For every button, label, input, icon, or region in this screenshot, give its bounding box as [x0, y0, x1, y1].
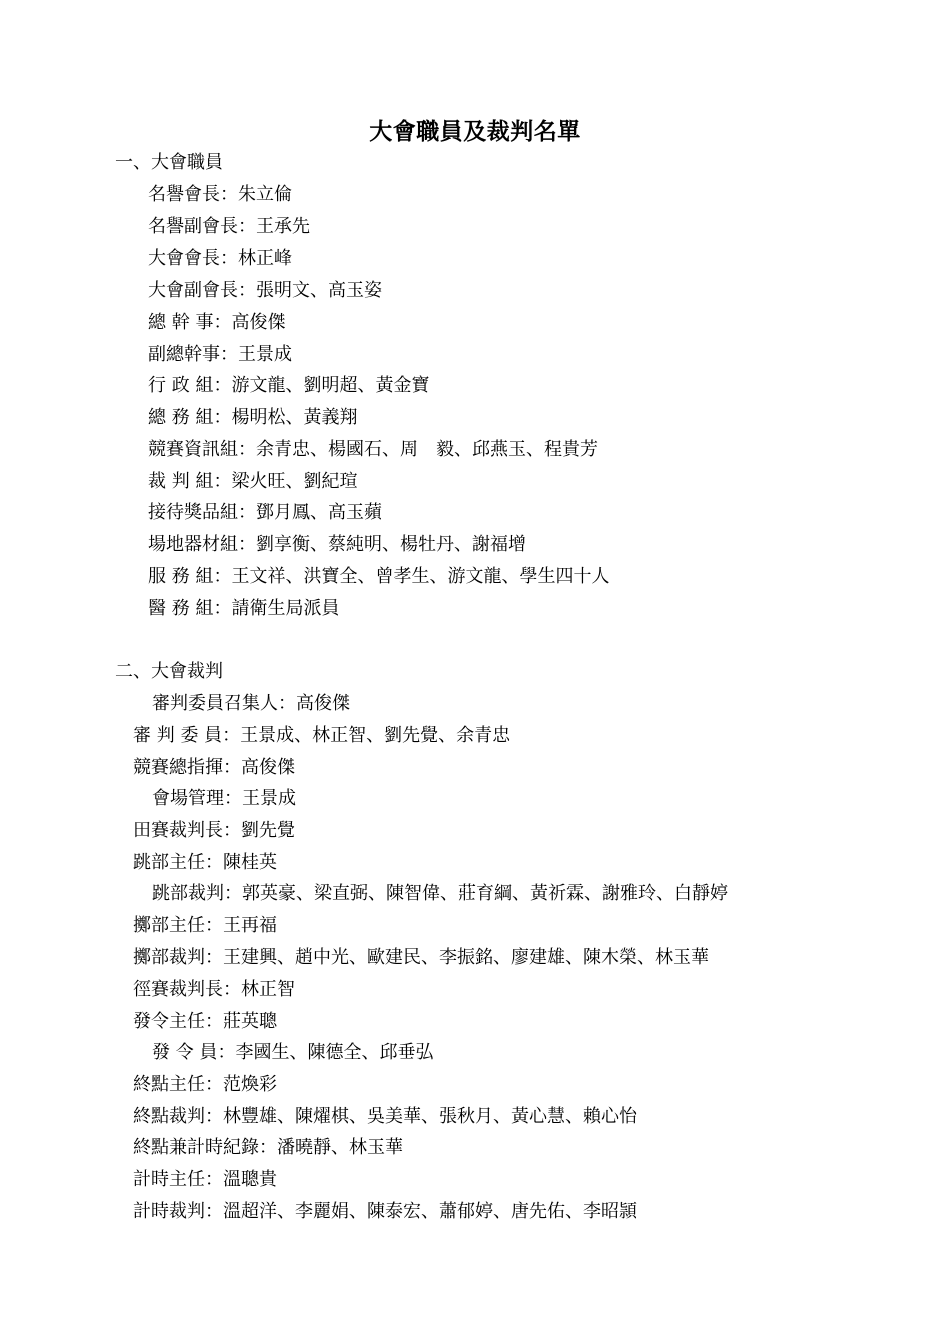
staff-line: 副總幹事：王景成 — [148, 344, 292, 365]
referee-line: 終點兼計時紀錄：潘曉靜、林玉華 — [133, 1137, 403, 1158]
referee-line: 徑賽裁判長：林正智 — [133, 979, 295, 1000]
referee-line: 計時裁判：溫超洋、李麗娟、陳泰宏、蕭郁婷、唐先佑、李昭頴 — [133, 1201, 637, 1222]
referee-line: 競賽總指揮：高俊傑 — [133, 757, 295, 778]
referee-line: 跳部主任：陳桂英 — [133, 852, 277, 873]
staff-line: 大會會長：林正峰 — [148, 248, 292, 269]
section-heading-staff: 一、大會職員 — [115, 152, 223, 173]
referee-line: 擲部主任：王再福 — [133, 915, 277, 936]
staff-line: 裁 判 組：梁火旺、劉紀瑄 — [148, 471, 358, 492]
staff-line: 醫 務 組：請衛生局派員 — [148, 598, 340, 619]
staff-line: 服 務 組：王文祥、洪寶全、曾孝生、游文龍、學生四十人 — [148, 566, 610, 587]
staff-line: 場地器材組：劉享衡、蔡純明、楊牡丹、謝福增 — [148, 534, 526, 555]
referee-line: 會場管理：王景成 — [152, 788, 296, 809]
staff-line: 行 政 組：游文龍、劉明超、黃金寶 — [148, 375, 430, 396]
referee-line: 田賽裁判長：劉先覺 — [133, 820, 295, 841]
section-heading-referees: 二、大會裁判 — [115, 661, 223, 682]
staff-line: 競賽資訊組：余青忠、楊國石、周 毅、邱燕玉、程貴芳 — [148, 439, 598, 460]
referee-line: 計時主任：溫聰貴 — [133, 1169, 277, 1190]
referee-line: 審判委員召集人：高俊傑 — [152, 693, 350, 714]
referee-line: 跳部裁判：郭英豪、梁直弼、陳智偉、莊育綱、黃祈霖、謝雅玲、白靜婷 — [152, 883, 728, 904]
staff-line: 總 務 組：楊明松、黃義翔 — [148, 407, 358, 428]
staff-line: 大會副會長：張明文、高玉姿 — [148, 280, 382, 301]
referee-line: 發 令 員：李國生、陳德全、邱垂弘 — [152, 1042, 434, 1063]
referee-line: 審 判 委 員：王景成、林正智、劉先覺、余青忠 — [133, 725, 511, 746]
staff-line: 名譽會長：朱立倫 — [148, 184, 292, 205]
referee-line: 發令主任：莊英聰 — [133, 1011, 277, 1032]
staff-line: 接待獎品組：鄧月鳳、高玉蘋 — [148, 502, 382, 523]
staff-line: 總 幹 事：高俊傑 — [148, 312, 286, 333]
referee-line: 終點裁判：林豐雄、陳燿棋、吳美華、張秋月、黃心慧、賴心怡 — [133, 1106, 637, 1127]
referee-line: 擲部裁判：王建興、趙中光、歐建民、李振銘、廖建雄、陳木榮、林玉華 — [133, 947, 709, 968]
document-title: 大會職員及裁判名單 — [369, 118, 581, 145]
staff-line: 名譽副會長：王承先 — [148, 216, 310, 237]
referee-line: 終點主任：范煥彩 — [133, 1074, 277, 1095]
